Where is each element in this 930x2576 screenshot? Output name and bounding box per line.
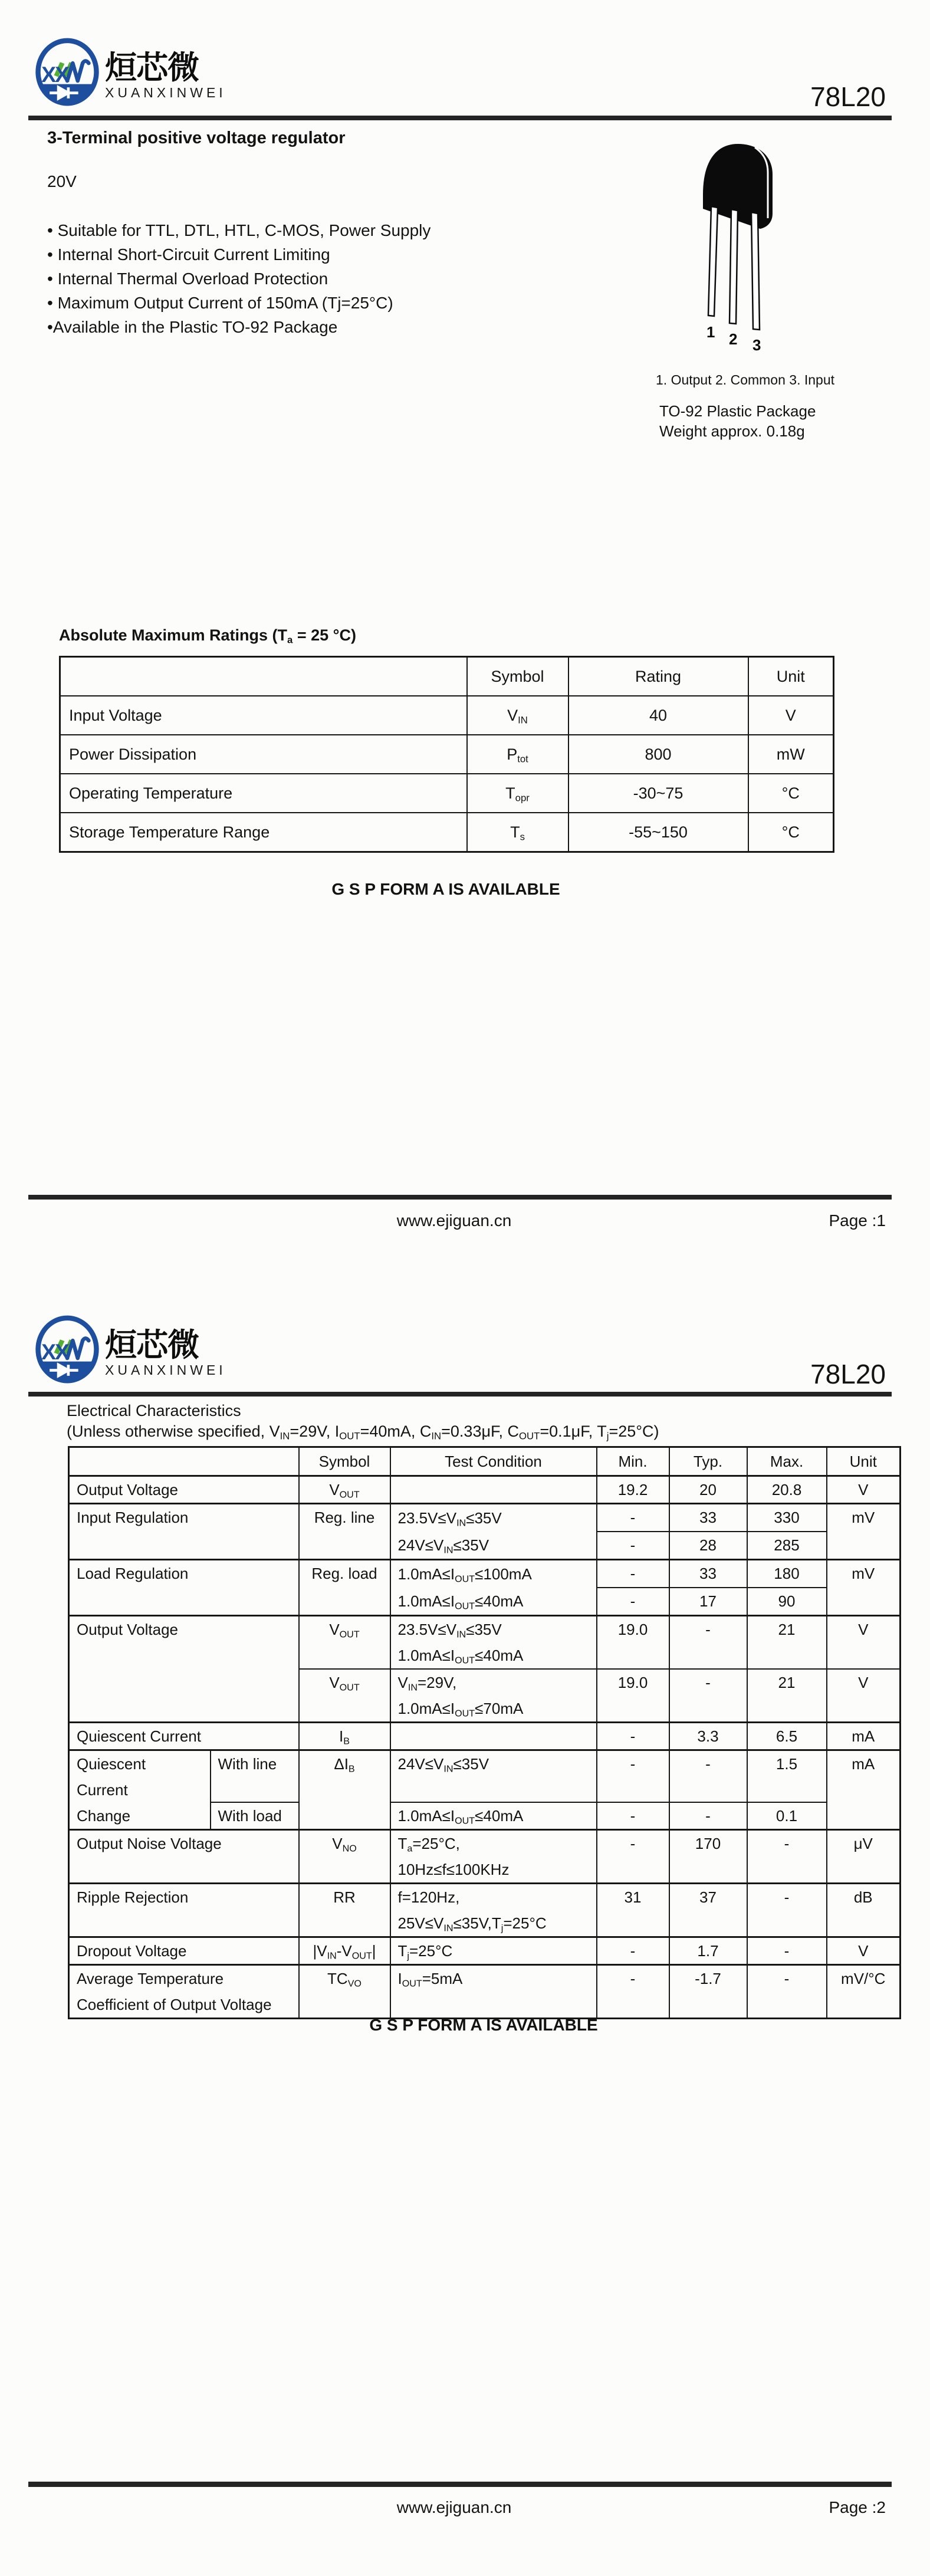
param-cell: Average Temperature Coefficient of Output Voltage bbox=[69, 1965, 299, 2019]
typ-cell: - bbox=[669, 1750, 747, 1802]
max-cell: 330 bbox=[747, 1504, 827, 1532]
table-row bbox=[69, 1723, 901, 1750]
table-row bbox=[60, 735, 834, 774]
table-row bbox=[69, 1476, 901, 1504]
condition-cell: f=120Hz, $25V\le V_{IN}\le 35V,T_j=25^\circ C$ bbox=[390, 1884, 597, 1937]
param-cell: Output Voltage bbox=[69, 1476, 299, 1504]
header-cell: Rating bbox=[568, 657, 748, 696]
condition-cell bbox=[390, 1560, 597, 1616]
typ-cell: - bbox=[669, 1669, 747, 1723]
max-cell: 1.5 bbox=[747, 1750, 827, 1802]
typ-cell: 1.7 bbox=[669, 1937, 747, 1965]
brand-logo bbox=[34, 37, 226, 109]
condition-cell: $V_{IN}=29V$, $1.0mA\le I_{OUT}\le 70mA$ bbox=[390, 1669, 597, 1723]
max-cell: 21 bbox=[747, 1669, 827, 1723]
symbol-cell: $V_{OUT}$ bbox=[299, 1616, 390, 1670]
param-cell: Ripple Rejection bbox=[69, 1884, 299, 1937]
typ-cell: -1.7 bbox=[669, 1965, 747, 2019]
typ-cell: - bbox=[669, 1616, 747, 1670]
unit-cell: mW bbox=[748, 735, 834, 774]
pin-number-3: 3 bbox=[752, 336, 761, 353]
table-row bbox=[69, 1965, 901, 2019]
max-cell: 20.8 bbox=[747, 1476, 827, 1504]
header-rule bbox=[28, 116, 892, 120]
rating-cell: 800 bbox=[568, 735, 748, 774]
typ-cell: 3.3 bbox=[669, 1723, 747, 1750]
symbol-cell: $V_{OUT}$ bbox=[299, 1669, 390, 1723]
min-cell: 19.2 bbox=[597, 1476, 669, 1504]
symbol-cell: Reg. load bbox=[299, 1560, 390, 1616]
brand-name-en: XUANXINWEI bbox=[105, 85, 226, 100]
typ-cell: 33 bbox=[669, 1560, 747, 1588]
min-cell: - bbox=[597, 1802, 669, 1830]
condition-line: $1.0mA\le I_{OUT}\le 40mA$ bbox=[397, 1592, 524, 1612]
table-header-row bbox=[60, 657, 834, 696]
unit-cell: V bbox=[827, 1476, 901, 1504]
condition-cell bbox=[390, 1723, 597, 1750]
condition-line: $24V\le V_{IN}\le 35V$ bbox=[397, 1536, 489, 1556]
table-row bbox=[60, 696, 834, 735]
header-cell: Min. bbox=[597, 1447, 669, 1476]
min-cell: - bbox=[597, 1532, 669, 1560]
condition-line: $23.5V\le V_{IN}\le 35V$ bbox=[397, 1509, 502, 1529]
unit-cell: dB bbox=[827, 1884, 901, 1937]
abs-max-title: Absolute Maximum Ratings ($T_a = 25$ °C) bbox=[59, 626, 356, 646]
part-number: 78L20 bbox=[810, 81, 886, 112]
min-cell: 19.0 bbox=[597, 1616, 669, 1670]
param-cell: Operating Temperature bbox=[60, 774, 467, 813]
max-cell: 180 bbox=[747, 1560, 827, 1588]
condition-cell: $T_j=25^\circ C$ bbox=[390, 1937, 597, 1965]
pin-number-2: 2 bbox=[729, 330, 738, 348]
part-number: 78L20 bbox=[810, 1359, 886, 1389]
symbol-cell: RR bbox=[299, 1884, 390, 1937]
voltage-value: 20V bbox=[47, 172, 77, 190]
max-cell: - bbox=[747, 1937, 827, 1965]
param-cell: Quiescent Current bbox=[69, 1723, 299, 1750]
header-cell: Symbol bbox=[467, 657, 568, 696]
condition-cell bbox=[390, 1504, 597, 1560]
symbol-cell: $V_{IN}$ bbox=[467, 696, 568, 735]
max-cell: 21 bbox=[747, 1616, 827, 1670]
header-cell: Test Condition bbox=[390, 1447, 597, 1476]
header-cell bbox=[69, 1447, 299, 1476]
unit-cell: V bbox=[827, 1937, 901, 1965]
brand-logo-icon bbox=[34, 1314, 100, 1386]
unit-cell: mV bbox=[827, 1504, 901, 1560]
rating-cell: -55~150 bbox=[568, 813, 748, 852]
max-cell: 0.1 bbox=[747, 1802, 827, 1830]
unit-cell: mV/°C bbox=[827, 1965, 901, 2019]
rating-cell: 40 bbox=[568, 696, 748, 735]
min-cell: - bbox=[597, 1560, 669, 1588]
min-cell: - bbox=[597, 1723, 669, 1750]
symbol-cell: $TC_{VO}$ bbox=[299, 1965, 390, 2019]
symbol-cell: $|V_{IN}-V_{OUT}|$ bbox=[299, 1937, 390, 1965]
min-cell: - bbox=[597, 1965, 669, 2019]
min-cell: - bbox=[597, 1750, 669, 1802]
section-title: Electrical Characteristics bbox=[67, 1402, 241, 1420]
sub-label-cell: With line bbox=[211, 1750, 299, 1802]
param-cell: Dropout Voltage bbox=[69, 1937, 299, 1965]
param-cell: Output Voltage bbox=[69, 1616, 299, 1723]
rating-cell: -30~75 bbox=[568, 774, 748, 813]
unit-cell: mA bbox=[827, 1750, 901, 1830]
condition-cell bbox=[390, 1476, 597, 1504]
logo-monogram-text: XX bbox=[41, 1339, 69, 1364]
footer-url: www.ejiguan.cn bbox=[396, 2498, 512, 2516]
package-weight: Weight approx. 0.18g bbox=[659, 422, 805, 440]
param-cell: Input Voltage bbox=[60, 696, 467, 735]
gsp-note: G S P FORM A IS AVAILABLE bbox=[369, 2016, 598, 2034]
param-cell: Quiescent Current Change bbox=[69, 1750, 211, 1830]
symbol-cell: $I_B$ bbox=[299, 1723, 390, 1750]
max-cell: 90 bbox=[747, 1588, 827, 1616]
unit-cell: V bbox=[827, 1669, 901, 1723]
typ-cell: 33 bbox=[669, 1504, 747, 1532]
condition-cell: $23.5V\le V_{IN}\le 35V$ $1.0mA\le I_{OUT}\le 40mA$ bbox=[390, 1616, 597, 1670]
condition-cell: $I_{OUT}=5mA$ bbox=[390, 1965, 597, 2019]
header-cell: Typ. bbox=[669, 1447, 747, 1476]
typ-cell: 37 bbox=[669, 1884, 747, 1937]
min-cell: 19.0 bbox=[597, 1669, 669, 1723]
feature-item: • Internal Thermal Overload Protection bbox=[47, 270, 328, 288]
table-row bbox=[69, 1504, 901, 1532]
table-row bbox=[69, 1560, 901, 1588]
footer-page-label: Page :1 bbox=[829, 1211, 886, 1230]
max-cell: - bbox=[747, 1884, 827, 1937]
brand-logo bbox=[34, 1314, 226, 1386]
brand-name-cn: 烜芯微 bbox=[105, 1328, 199, 1363]
feature-item: • Maximum Output Current of 150mA (Tj=25°C) bbox=[47, 294, 393, 312]
brand-name-en: XUANXINWEI bbox=[105, 1362, 226, 1378]
package-name: TO-92 Plastic Package bbox=[659, 402, 816, 420]
param-cell: Input Regulation bbox=[69, 1504, 299, 1560]
unit-cell: μV bbox=[827, 1830, 901, 1884]
table-header-row bbox=[69, 1447, 901, 1476]
param-cell: Storage Temperature Range bbox=[60, 813, 467, 852]
feature-item: •Available in the Plastic TO-92 Package bbox=[47, 318, 338, 336]
absolute-maximum-ratings-table bbox=[59, 656, 834, 853]
header-cell: Symbol bbox=[299, 1447, 390, 1476]
table-row bbox=[69, 1884, 901, 1937]
footer-rule bbox=[28, 2482, 892, 2487]
header-cell: Max. bbox=[747, 1447, 827, 1476]
param-cell: Load Regulation bbox=[69, 1560, 299, 1616]
symbol-cell: $V_{NO}$ bbox=[299, 1830, 390, 1884]
header-cell bbox=[60, 657, 467, 696]
max-cell: - bbox=[747, 1830, 827, 1884]
pin-number-1: 1 bbox=[706, 323, 715, 341]
condition-cell: $1.0mA\le I_{OUT}\le 40mA$ bbox=[390, 1802, 597, 1830]
header-cell: Unit bbox=[748, 657, 834, 696]
unit-cell: V bbox=[827, 1616, 901, 1670]
pin-description: 1. Output 2. Common 3. Input bbox=[656, 372, 834, 387]
brand-name-cn: 烜芯微 bbox=[105, 50, 199, 86]
min-cell: 31 bbox=[597, 1884, 669, 1937]
sub-label-cell: With load bbox=[211, 1802, 299, 1830]
unit-cell: V bbox=[748, 696, 834, 735]
feature-item: • Suitable for TTL, DTL, HTL, C-MOS, Power Supply bbox=[47, 221, 431, 239]
typ-cell: 170 bbox=[669, 1830, 747, 1884]
symbol-cell: $P_{tot}$ bbox=[467, 735, 568, 774]
condition-line: $1.0mA\le I_{OUT}\le 100mA$ bbox=[397, 1565, 532, 1585]
unit-cell: mV bbox=[827, 1560, 901, 1616]
typ-cell: 17 bbox=[669, 1588, 747, 1616]
symbol-cell: $T_{opr}$ bbox=[467, 774, 568, 813]
header-cell: Unit bbox=[827, 1447, 901, 1476]
symbol-cell: $\Delta I_B$ bbox=[299, 1750, 390, 1830]
max-cell: - bbox=[747, 1965, 827, 2019]
condition-cell: $T_a=25^\circ C$, 10Hz≤f≤100KHz bbox=[390, 1830, 597, 1884]
feature-list bbox=[47, 218, 431, 339]
typ-cell: 20 bbox=[669, 1476, 747, 1504]
max-cell: 6.5 bbox=[747, 1723, 827, 1750]
feature-item: • Internal Short-Circuit Current Limiting bbox=[47, 245, 330, 264]
symbol-cell: $T_s$ bbox=[467, 813, 568, 852]
brand-logo-icon bbox=[34, 37, 100, 109]
min-cell: - bbox=[597, 1588, 669, 1616]
gsp-note: G S P FORM A IS AVAILABLE bbox=[331, 880, 560, 898]
page-title: 3-Terminal positive voltage regulator bbox=[47, 129, 346, 147]
footer-url: www.ejiguan.cn bbox=[396, 1211, 512, 1230]
conditions-note: (Unless otherwise specified, $V_{IN}=29V$, $I_{OUT}=40mA$, $C_{IN}=0.33\mu F$, $C_{OUT}=0.1\mu F$, $T_j=25^\circ C$) bbox=[67, 1422, 659, 1442]
table-row bbox=[69, 1937, 901, 1965]
table-row bbox=[60, 813, 834, 852]
to92-leads bbox=[708, 206, 760, 330]
typ-cell: - bbox=[669, 1802, 747, 1830]
param-cell: Output Noise Voltage bbox=[69, 1830, 299, 1884]
min-cell: - bbox=[597, 1937, 669, 1965]
min-cell: - bbox=[597, 1830, 669, 1884]
footer-rule bbox=[28, 1195, 892, 1200]
header-rule bbox=[28, 1392, 892, 1397]
typ-cell: 28 bbox=[669, 1532, 747, 1560]
symbol-cell: Reg. line bbox=[299, 1504, 390, 1560]
table-row bbox=[60, 774, 834, 813]
table-row bbox=[69, 1616, 901, 1670]
electrical-characteristics-table bbox=[68, 1446, 901, 2019]
min-cell: - bbox=[597, 1504, 669, 1532]
table-row bbox=[69, 1830, 901, 1884]
table-row bbox=[69, 1750, 901, 1802]
unit-cell: °C bbox=[748, 813, 834, 852]
footer-page-label: Page :2 bbox=[829, 2498, 886, 2516]
unit-cell: °C bbox=[748, 774, 834, 813]
param-cell: Power Dissipation bbox=[60, 735, 467, 774]
logo-monogram-text: XX bbox=[41, 61, 69, 87]
to92-package-image bbox=[666, 140, 802, 353]
symbol-cell: $V_{OUT}$ bbox=[299, 1476, 390, 1504]
condition-cell: $24V\le V_{IN}\le 35V$ bbox=[390, 1750, 597, 1802]
max-cell: 285 bbox=[747, 1532, 827, 1560]
unit-cell: mA bbox=[827, 1723, 901, 1750]
